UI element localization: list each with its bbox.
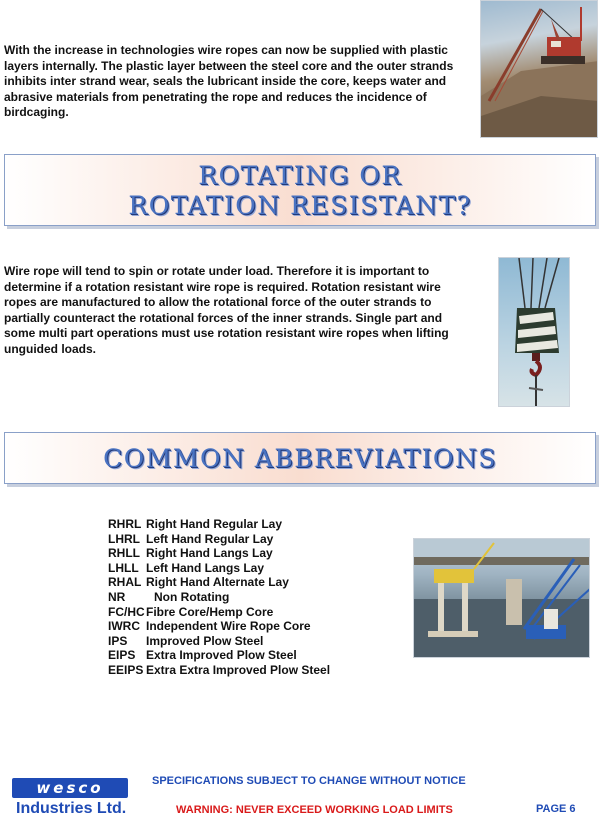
intro-paragraph: With the increase in technologies wire ropes can now be supplied with plastic layers internally. The plastic layer between the steel core and the outer strands inhibits inter strand wear, seals the lubricant inside the core, keeps water and abrasive materials from penetrating the rope and reduces the incidence of birdcaging. [4, 43, 454, 119]
list-item [108, 619, 408, 634]
company-name: Industries Ltd. [16, 800, 127, 817]
load-limit-warning: WARNING: NEVER EXCEED WORKING LOAD LIMITS [176, 804, 453, 816]
page-number: PAGE 6 [536, 803, 576, 815]
list-item [108, 561, 408, 576]
list-item [108, 532, 408, 547]
abbreviation-code: EEIPS [108, 662, 144, 677]
abbreviation-description: Right Hand Alternate Lay [146, 575, 289, 590]
abbreviation-code: LHRL [108, 531, 140, 546]
banner-title-line2: ROTATION RESISTANT? [128, 191, 472, 220]
abbreviation-code: RHRL [108, 517, 142, 531]
abbreviation-code: EIPS [108, 648, 136, 663]
wesco-logo [12, 778, 128, 798]
abbreviation-description: Left Hand Langs Lay [146, 560, 265, 575]
abbreviation-code: IPS [108, 633, 128, 648]
list-item [108, 648, 408, 663]
banner-title-line1: ROTATING OR [198, 161, 402, 190]
crane-photo [480, 0, 598, 138]
offshore-platform-photo [413, 538, 590, 658]
abbreviation-description: Right Hand Langs Lay [146, 546, 273, 561]
abbreviation-code: RHLL [108, 546, 140, 561]
list-item [108, 605, 408, 620]
list-item [108, 663, 408, 678]
banner-title-abbreviations: COMMON ABBREVIATIONS [103, 444, 497, 473]
section-banner-rotation [4, 154, 596, 226]
abbreviation-description: Fibre Core/Hemp Core [146, 604, 274, 619]
list-item [108, 590, 408, 605]
abbreviation-code: RHAL [108, 575, 142, 590]
specifications-notice: SPECIFICATIONS SUBJECT TO CHANGE WITHOUT NOTICE [152, 775, 466, 787]
abbreviation-code: LHLL [108, 560, 139, 575]
list-item [108, 546, 408, 561]
abbreviation-description: Right Hand Regular Lay [146, 517, 283, 531]
abbreviation-list [108, 517, 408, 678]
abbreviation-code: NR [108, 589, 126, 604]
rotation-paragraph: Wire rope will tend to spin or rotate under load. Therefore it is important to determine if a rotation resistant wire rope is required. Rotation resistant wire ropes are manufactured to allow the rotational force of the outer strands to partially counteract the rotational forces of the inner strands. Single part and some multi part operations must use rotation resistant wire ropes when lifting unguided loads. [4, 264, 449, 356]
section-banner-abbreviations [4, 432, 596, 484]
list-item [108, 634, 408, 649]
abbreviation-code: FC/HC [108, 604, 145, 619]
abbreviation-code: IWRC [108, 619, 140, 634]
list-item [108, 575, 408, 590]
hook-block-photo [498, 257, 570, 407]
abbreviation-description: Non Rotating [154, 589, 230, 604]
abbreviation-description: Extra Extra Improved Plow Steel [146, 662, 331, 677]
abbreviation-description: Extra Improved Plow Steel [146, 648, 297, 663]
abbreviation-description: Left Hand Regular Lay [146, 531, 274, 546]
abbreviation-description: Improved Plow Steel [146, 633, 264, 648]
logo-text: wesco [36, 779, 104, 797]
list-item [108, 517, 408, 532]
abbreviation-description: Independent Wire Rope Core [146, 619, 311, 634]
